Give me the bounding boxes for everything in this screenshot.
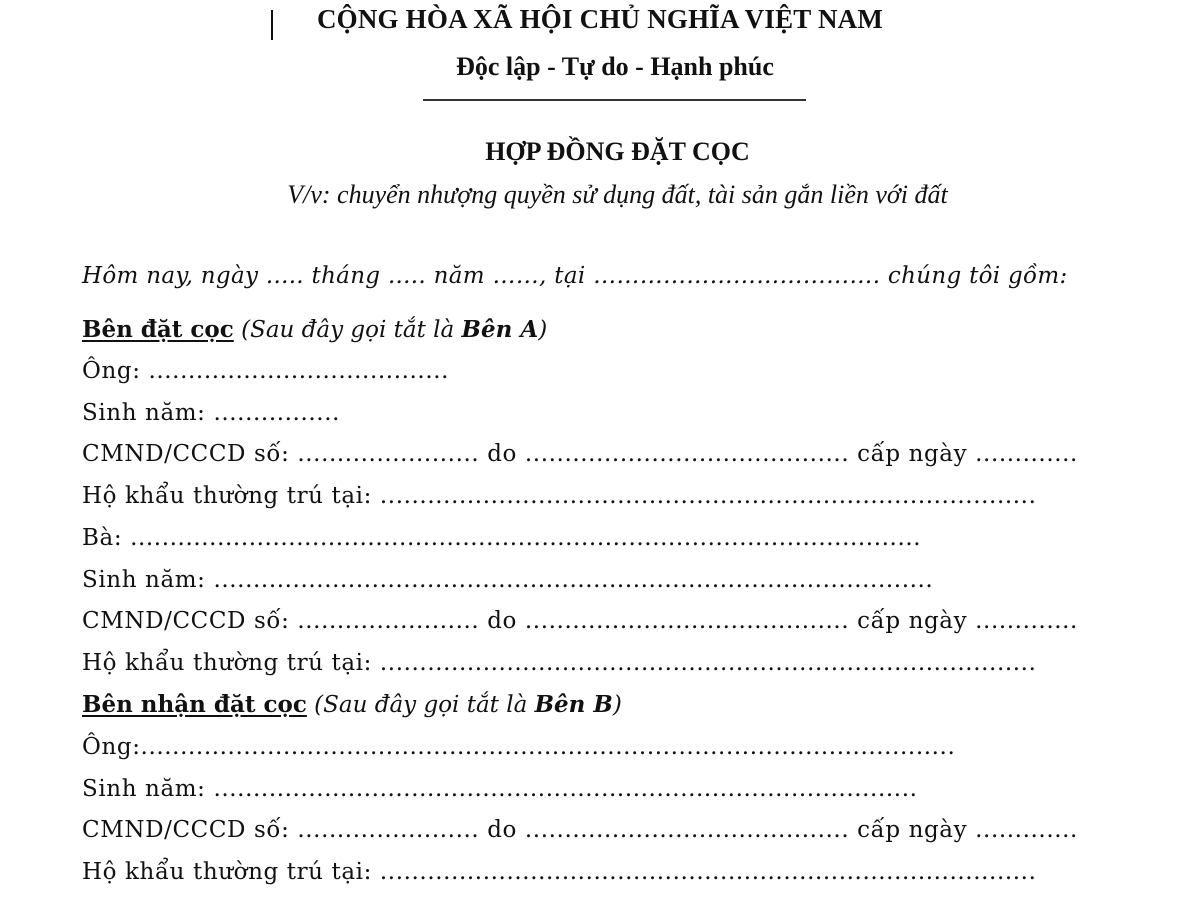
party-b-alias: Bên B [534, 691, 613, 718]
party-b-note-prefix: (Sau đây gọi tắt là [306, 692, 535, 718]
party-b-id-field: CMND/CCCD số: ....................... do ......................................... cấp ngày ............. [82, 817, 1078, 843]
intro-line: Hôm nay, ngày ..... tháng ..... năm ……, tại ………………………………. chúng tôi gồm: [82, 263, 1068, 289]
party-a-note [234, 317, 547, 343]
party-a-mrs-name-field: Bà: .................................................................................................... [82, 525, 922, 551]
document-subject: V/v: chuyển nhượng quyền sử dụng đất, tài sản gắn liền với đất [287, 180, 948, 209]
document-title: HỢP ĐỒNG ĐẶT CỌC [485, 137, 750, 166]
party-a-mr-residence-field: Hộ khẩu thường trú tại: ................................................................................... [82, 483, 1037, 509]
party-b-heading [82, 691, 622, 718]
party-b-note [307, 692, 622, 718]
national-motto: Độc lập - Tự do - Hạnh phúc [456, 52, 774, 81]
party-a-mrs-id-field: CMND/CCCD số: ....................... do ......................................... cấp ngày ............. [82, 608, 1078, 634]
national-header: CỘNG HÒA XÃ HỘI CHỦ NGHĨA VIỆT NAM [316, 4, 884, 34]
party-a-alias: Bên A [461, 316, 539, 343]
party-a-label: Bên đặt cọc [82, 316, 234, 343]
party-a-mr-id-field: CMND/CCCD số: ....................... do ......................................... cấp ngày ............. [82, 441, 1078, 467]
party-b-birth-year-field: Sinh năm: ......................................................................................... [82, 776, 918, 802]
party-a-mr-birth-year-field: Sinh năm: ................ [82, 400, 341, 426]
motto-divider [423, 99, 806, 101]
party-a-note-prefix: (Sau đây gọi tắt là [233, 317, 462, 343]
party-a-mr-name-field: Ông: ...................................... [82, 358, 450, 384]
party-a-note-suffix: ) [538, 317, 548, 343]
party-b-residence-field: Hộ khẩu thường trú tại: ................................................................................... [82, 859, 1037, 885]
party-a-heading [82, 316, 547, 343]
party-a-mrs-birth-year-field: Sinh năm: ........................................................................................... [82, 567, 934, 593]
party-b-mr-name-field: Ông:....................................................................................................... [82, 734, 956, 760]
party-a-mrs-residence-field: Hộ khẩu thường trú tại: ................................................................................... [82, 650, 1037, 676]
party-b-label: Bên nhận đặt cọc [82, 691, 307, 718]
party-b-note-suffix: ) [612, 692, 622, 718]
